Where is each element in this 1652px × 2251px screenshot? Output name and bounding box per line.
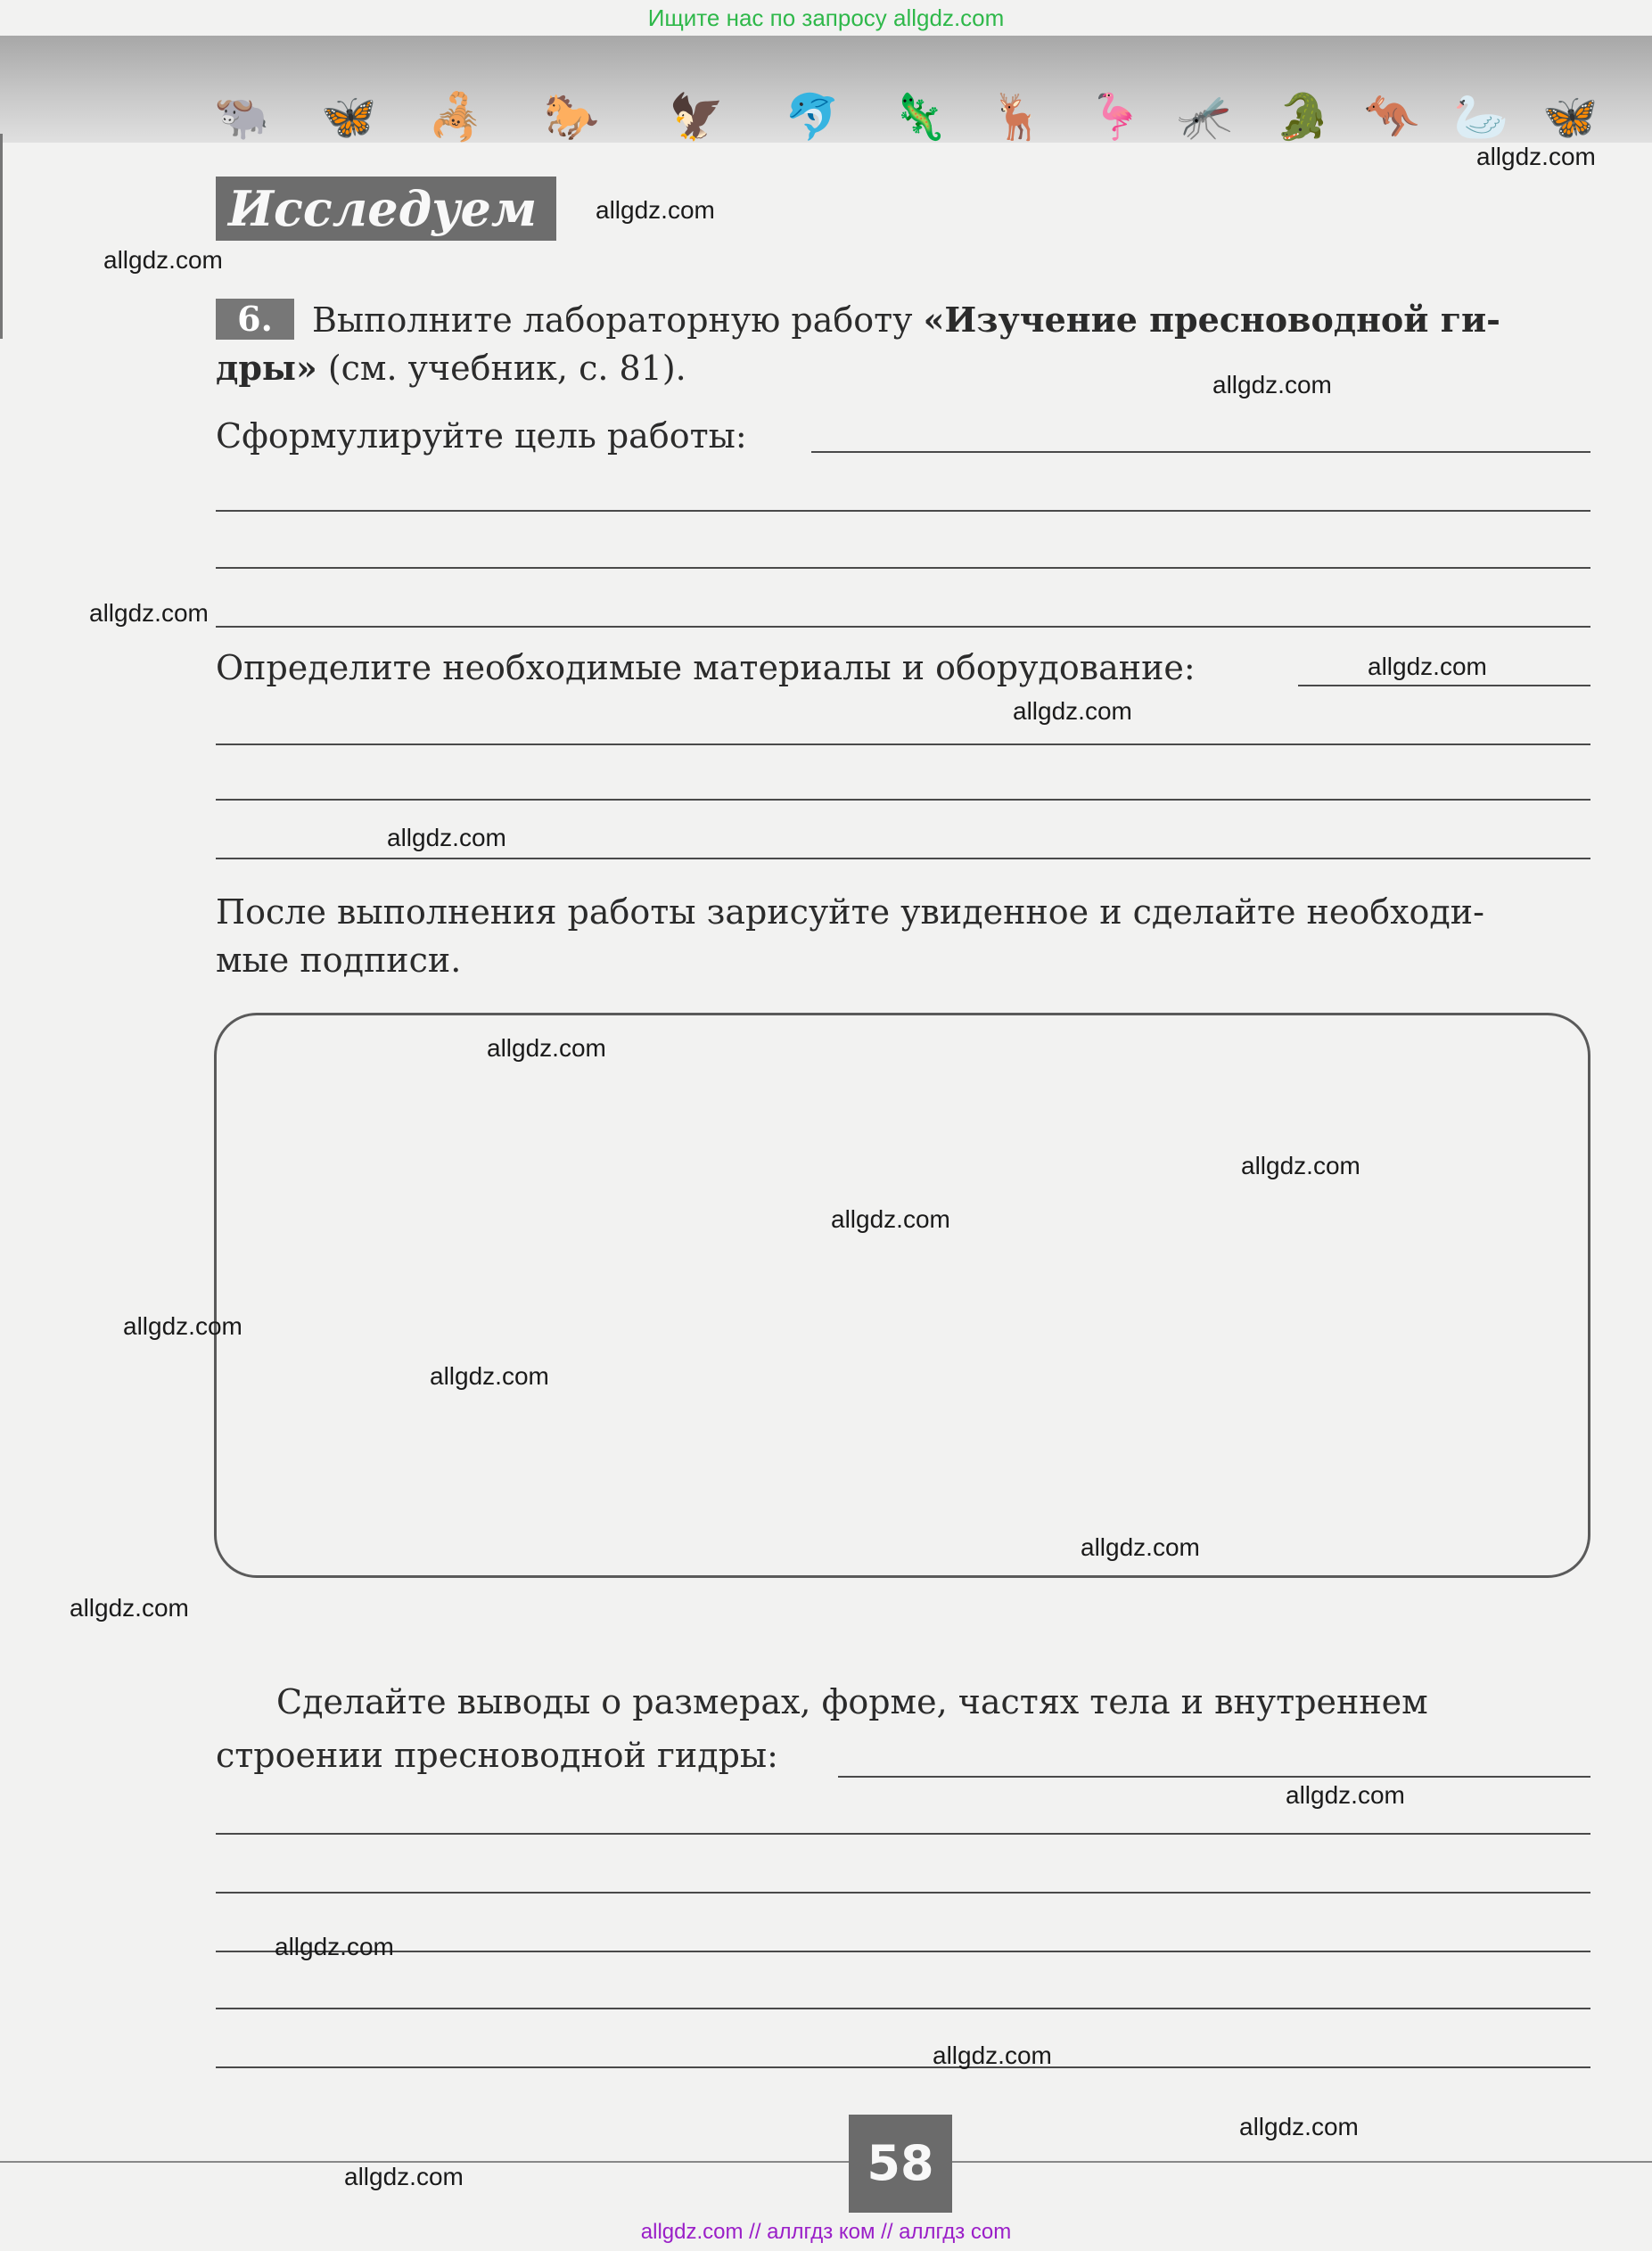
task-intro-text: Выполните лабораторную работу <box>312 300 924 340</box>
watermark: allgdz.com <box>1013 697 1132 725</box>
bison-icon: 🐃 <box>214 91 270 143</box>
watermark: allgdz.com <box>596 196 715 224</box>
materials-answer-line[interactable] <box>216 743 1590 745</box>
task-intro-line2 <box>216 342 686 394</box>
animal-header-strip <box>0 36 1652 143</box>
insect-icon: 🦟 <box>1177 91 1233 143</box>
deer-icon: 🦌 <box>990 91 1046 143</box>
watermark: allgdz.com <box>1081 1533 1200 1561</box>
butterfly-icon: 🦋 <box>1542 91 1599 143</box>
task-title-part2: дры» <box>216 348 317 388</box>
conclusion-answer-line[interactable] <box>216 1951 1590 1952</box>
section-title: Исследуем <box>216 177 556 241</box>
materials-answer-line[interactable] <box>216 858 1590 859</box>
page-bottom-rule <box>0 2161 1652 2163</box>
aim-answer-line[interactable] <box>216 626 1590 628</box>
lizard-icon: 🦎 <box>892 91 948 143</box>
margin-rule <box>0 134 15 339</box>
watermark: allgdz.com <box>275 1933 394 1960</box>
aim-answer-line[interactable] <box>216 567 1590 569</box>
aim-answer-line[interactable] <box>811 451 1590 453</box>
scorpion-icon: 🦂 <box>428 91 484 143</box>
watermark: allgdz.com <box>1212 371 1332 398</box>
watermark: allgdz.com <box>1476 143 1596 170</box>
watermark: allgdz.com <box>487 1034 606 1062</box>
conclusion-answer-line[interactable] <box>216 2066 1590 2068</box>
task-title-part1: «Изучение пресноводной ги- <box>923 300 1500 340</box>
watermark: allgdz.com <box>387 824 506 851</box>
watermark: allgdz.com <box>70 1594 189 1622</box>
butterfly-icon: 🦋 <box>321 91 377 143</box>
page-number: 58 <box>849 2115 952 2213</box>
task-intro-line1 <box>312 294 1500 346</box>
watermark: allgdz.com <box>933 2042 1052 2069</box>
conclusion-answer-line[interactable] <box>216 2008 1590 2009</box>
horse-icon: 🐎 <box>544 91 600 143</box>
conclusion-instruction-line1: Сделайте выводы о размерах, форме, частях тела и внутреннем <box>276 1682 1428 1721</box>
top-banner[interactable]: Ищите нас по запросу allgdz.com <box>647 4 1005 31</box>
watermark: allgdz.com <box>89 599 209 627</box>
materials-answer-line[interactable] <box>216 799 1590 801</box>
conclusion-answer-line[interactable] <box>216 1892 1590 1894</box>
swan-icon: 🦢 <box>1453 91 1509 143</box>
materials-answer-line[interactable] <box>1298 685 1590 686</box>
watermark: allgdz.com <box>1239 2113 1359 2140</box>
conclusion-instruction-line2: строении пресноводной гидры: <box>216 1736 778 1775</box>
conclusion-answer-line[interactable] <box>838 1776 1590 1778</box>
dolphin-icon: 🐬 <box>785 91 841 143</box>
drawing-instruction-line2: мые подписи. <box>216 941 462 980</box>
watermark: allgdz.com <box>103 246 223 274</box>
watermark: allgdz.com <box>123 1312 242 1340</box>
watermark: allgdz.com <box>430 1362 549 1390</box>
watermark: allgdz.com <box>1368 653 1487 680</box>
materials-label: Определите необходимые материалы и оборудование: <box>216 648 1196 687</box>
bird-icon: 🦅 <box>669 91 725 143</box>
watermark: allgdz.com <box>1241 1152 1360 1179</box>
watermark: allgdz.com <box>831 1205 950 1233</box>
conclusion-answer-line[interactable] <box>216 1833 1590 1835</box>
watermark: allgdz.com <box>344 2163 464 2190</box>
drawing-instruction-line1: После выполнения работы зарисуйте увиденное и сделайте необходи- <box>216 892 1484 932</box>
watermark: allgdz.com <box>1286 1781 1405 1809</box>
aim-label: Сформулируйте цель работы: <box>216 416 747 456</box>
kangaroo-icon: 🦘 <box>1364 91 1420 143</box>
aim-answer-line[interactable] <box>216 510 1590 512</box>
task-number-badge: 6. <box>216 299 294 340</box>
flamingo-icon: 🦩 <box>1088 91 1144 143</box>
drawing-area[interactable] <box>214 1013 1590 1578</box>
crocodile-icon: 🐊 <box>1275 91 1331 143</box>
task-reference: (см. учебник, с. 81). <box>316 349 686 388</box>
footer-banner[interactable]: allgdz.com // аллгдз ком // аллгдз com <box>640 2220 1012 2244</box>
